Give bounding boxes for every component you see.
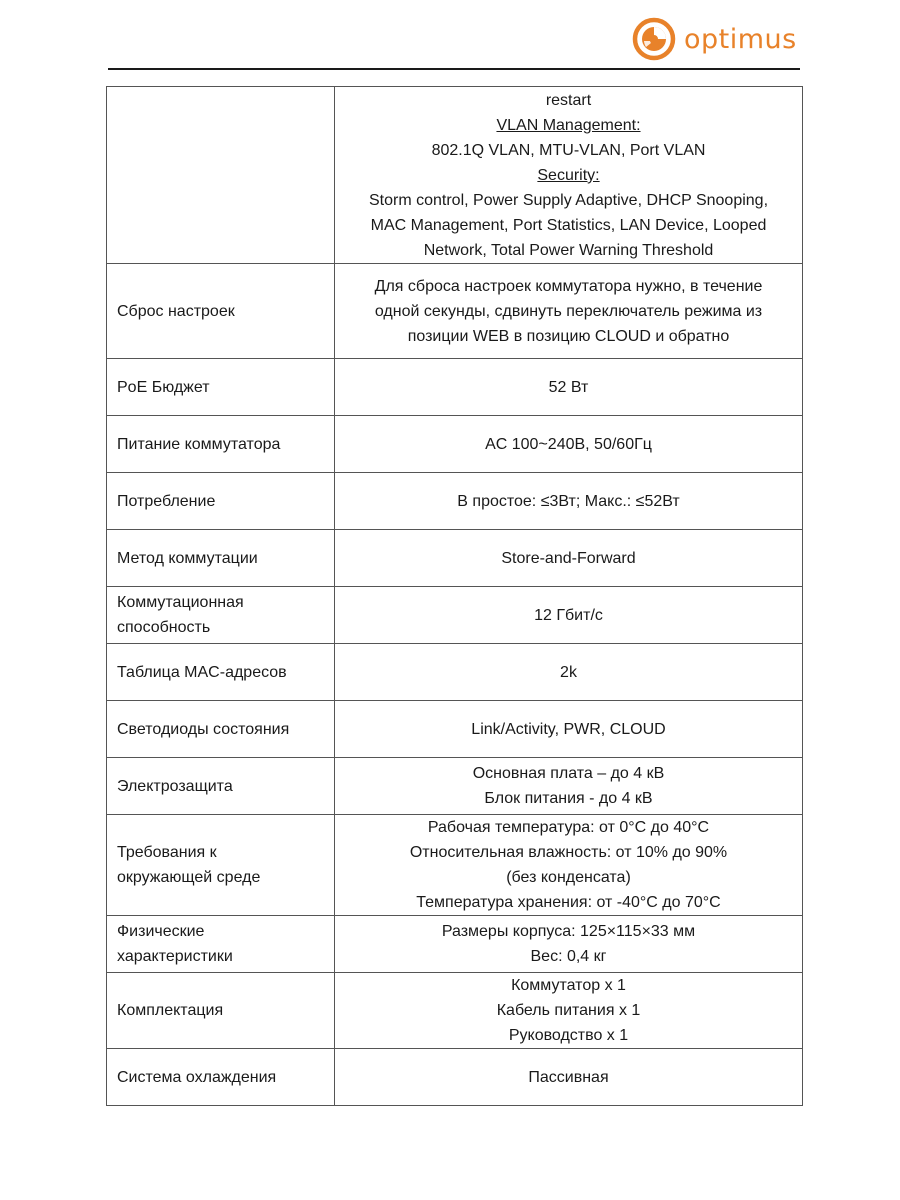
table-row xyxy=(107,1049,803,1106)
table-row xyxy=(107,701,803,758)
value-line: Руководство x 1 xyxy=(508,1027,629,1044)
table-row xyxy=(107,473,803,530)
label-line: характеристики xyxy=(117,948,233,965)
table-row xyxy=(107,416,803,473)
features-continuation-value xyxy=(335,87,803,264)
value-line: Для сброса настроек коммутатора нужно, в течение xyxy=(374,277,763,295)
row-label-mac-table: Таблица MAC-адресов xyxy=(107,644,335,701)
page-header xyxy=(0,0,900,70)
table-row xyxy=(107,758,803,815)
row-value-leds: Link/Activity, PWR, CLOUD xyxy=(335,701,803,758)
value-line: Кабель питания x 1 xyxy=(496,1002,641,1019)
value-line: Рабочая температура: от 0°C до 40°C xyxy=(427,819,710,836)
table-row xyxy=(107,264,803,359)
row-label-environment xyxy=(107,815,335,916)
row-value-reset xyxy=(335,264,803,359)
row-label-consumption: Потребление xyxy=(107,473,335,530)
row-label-leds: Светодиоды состояния xyxy=(107,701,335,758)
brand-logo xyxy=(632,17,797,61)
table-row xyxy=(107,644,803,701)
row-label-surge: Электрозащита xyxy=(107,758,335,815)
table-row xyxy=(107,587,803,644)
feature-line: Network, Total Power Warning Threshold xyxy=(423,242,714,259)
row-label-poe: PoE Бюджет xyxy=(107,359,335,416)
row-label-kit: Комплектация xyxy=(107,973,335,1049)
value-line: (без конденсата) xyxy=(506,869,631,886)
row-value-environment xyxy=(335,815,803,916)
label-line: Требования к xyxy=(117,844,217,861)
row-value-power: AC 100~240В, 50/60Гц xyxy=(335,416,803,473)
label-line: Физические xyxy=(117,923,205,940)
row-value-consumption: В простое: ≤3Вт; Макс.: ≤52Вт xyxy=(335,473,803,530)
feature-heading-security: Security: xyxy=(537,167,600,184)
table-row xyxy=(107,916,803,973)
feature-heading-vlan: VLAN Management: xyxy=(496,117,641,134)
optimus-logo-icon xyxy=(632,17,676,61)
feature-line: restart xyxy=(545,92,592,109)
row-value-physical xyxy=(335,916,803,973)
label-line: Коммутационная xyxy=(117,594,244,611)
feature-line: Storm control, Power Supply Adaptive, DHCP Snooping, xyxy=(368,192,769,209)
row-label-power: Питание коммутатора xyxy=(107,416,335,473)
row-value-surge xyxy=(335,758,803,815)
value-line: Температура хранения: от -40°C до 70°C xyxy=(416,894,721,911)
row-value-capacity: 12 Гбит/с xyxy=(335,587,803,644)
value-line: Размеры корпуса: 125×115×33 мм xyxy=(441,923,696,940)
feature-line: 802.1Q VLAN, MTU-VLAN, Port VLAN xyxy=(431,142,706,159)
row-value-cooling: Пассивная xyxy=(335,1049,803,1106)
table-row xyxy=(107,815,803,916)
row-label-switching-method: Метод коммутации xyxy=(107,530,335,587)
header-divider xyxy=(108,68,800,70)
label-line: окружающей среде xyxy=(117,869,261,886)
spec-table xyxy=(106,86,803,1106)
row-value-switching-method: Store-and-Forward xyxy=(335,530,803,587)
value-line: Блок питания - до 4 кВ xyxy=(484,790,653,807)
row-label-physical xyxy=(107,916,335,973)
brand-name: optimus xyxy=(684,23,797,55)
row-label-capacity xyxy=(107,587,335,644)
value-line: Коммутатор x 1 xyxy=(511,977,626,994)
table-row xyxy=(107,87,803,264)
table-row xyxy=(107,530,803,587)
value-line: одной секунды, сдвинуть переключатель режима из xyxy=(374,302,763,320)
row-label-empty xyxy=(107,87,335,264)
table-row xyxy=(107,973,803,1049)
row-label-reset: Сброс настроек xyxy=(107,264,335,359)
value-line: Вес: 0,4 кг xyxy=(530,948,607,965)
row-value-mac-table: 2k xyxy=(335,644,803,701)
value-line: Относительная влажность: от 10% до 90% xyxy=(409,844,728,861)
table-row xyxy=(107,359,803,416)
row-value-kit xyxy=(335,973,803,1049)
row-label-cooling: Система охлаждения xyxy=(107,1049,335,1106)
row-value-poe: 52 Вт xyxy=(335,359,803,416)
feature-line: MAC Management, Port Statistics, LAN Device, Looped xyxy=(370,217,767,234)
label-line: способность xyxy=(117,619,211,636)
value-line: позиции WEB в позицию CLOUD и обратно xyxy=(407,327,730,345)
value-line: Основная плата – до 4 кВ xyxy=(472,765,665,782)
